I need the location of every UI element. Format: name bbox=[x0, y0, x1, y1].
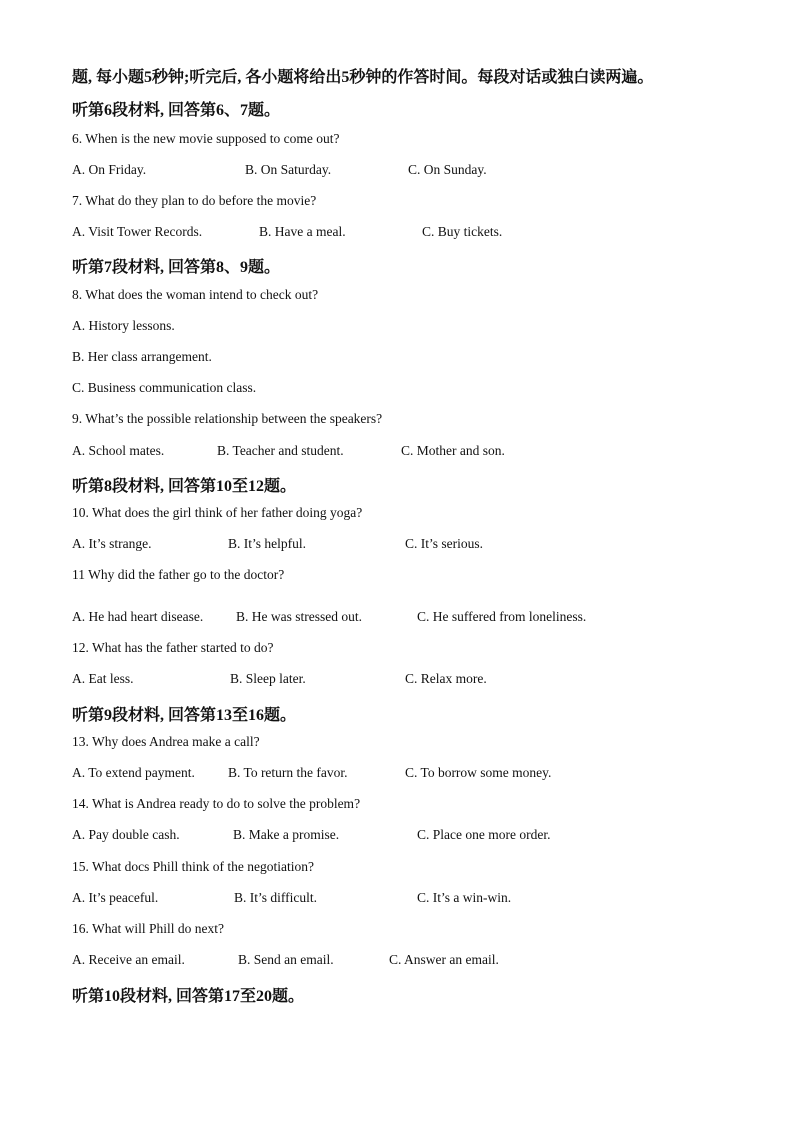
q11-option-a: A. He had heart disease. bbox=[72, 609, 204, 624]
question-12: 12. What has the father started to do? bbox=[72, 640, 274, 655]
q10-option-c: C. It’s serious. bbox=[405, 536, 484, 551]
q16-option-c: C. Answer an email. bbox=[389, 952, 499, 967]
question-6: 6. When is the new movie supposed to come out? bbox=[72, 131, 340, 146]
section-heading-8: 听第8段材料, 回答第10至12题。 bbox=[72, 478, 297, 495]
q13-option-b: B. To return the favor. bbox=[228, 765, 348, 780]
q8-option-b: B. Her class arrangement. bbox=[72, 349, 212, 364]
q6-option-a: A. On Friday. bbox=[72, 162, 147, 177]
q12-option-a: A. Eat less. bbox=[72, 671, 134, 686]
question-9: 9. What’s the possible relationship between the speakers? bbox=[72, 411, 383, 426]
q10-option-b: B. It’s helpful. bbox=[228, 536, 306, 551]
question-7: 7. What do they plan to do before the movie? bbox=[72, 193, 317, 208]
q6-option-c: C. On Sunday. bbox=[408, 162, 487, 177]
q11-option-b: B. He was stressed out. bbox=[236, 609, 362, 624]
q10-option-a: A. It’s strange. bbox=[72, 536, 152, 551]
question-16: 16. What will Phill do next? bbox=[72, 921, 224, 936]
q16-option-b: B. Send an email. bbox=[238, 952, 334, 967]
q13-option-c: C. To borrow some money. bbox=[405, 765, 552, 780]
q13-option-a: A. To extend payment. bbox=[72, 765, 195, 780]
q15-option-a: A. It’s peaceful. bbox=[72, 890, 159, 905]
q7-option-a: A. Visit Tower Records. bbox=[72, 224, 203, 239]
question-11: 11 Why did the father go to the doctor? bbox=[72, 567, 285, 582]
section-heading-6: 听第6段材料, 回答第6、7题。 bbox=[72, 102, 281, 119]
q12-option-c: C. Relax more. bbox=[405, 671, 487, 686]
q8-option-c: C. Business communication class. bbox=[72, 380, 257, 395]
question-13: 13. Why does Andrea make a call? bbox=[72, 734, 260, 749]
question-10: 10. What does the girl think of her father doing yoga? bbox=[72, 505, 363, 520]
q14-option-a: A. Pay double cash. bbox=[72, 827, 180, 842]
q9-option-c: C. Mother and son. bbox=[401, 443, 505, 458]
q14-option-b: B. Make a promise. bbox=[233, 827, 340, 842]
q14-option-c: C. Place one more order. bbox=[417, 827, 551, 842]
q7-option-b: B. Have a meal. bbox=[259, 224, 346, 239]
intro-line: 题, 每小题5秒钟;听完后, 各小题将给出5秒钟的作答时间。每段对话或独白读两遍。 bbox=[72, 69, 654, 86]
section-heading-10: 听第10段材料, 回答第17至20题。 bbox=[72, 988, 305, 1005]
q9-option-b: B. Teacher and student. bbox=[217, 443, 344, 458]
q12-option-b: B. Sleep later. bbox=[230, 671, 306, 686]
question-8: 8. What does the woman intend to check out? bbox=[72, 287, 319, 302]
q15-option-b: B. It’s difficult. bbox=[234, 890, 317, 905]
section-heading-9: 听第9段材料, 回答第13至16题。 bbox=[72, 707, 297, 724]
question-14: 14. What is Andrea ready to do to solve the problem? bbox=[72, 796, 361, 811]
q15-option-c: C. It’s a win-win. bbox=[417, 890, 512, 905]
section-heading-7: 听第7段材料, 回答第8、9题。 bbox=[72, 259, 281, 276]
q8-option-a: A. History lessons. bbox=[72, 318, 175, 333]
q16-option-a: A. Receive an email. bbox=[72, 952, 185, 967]
q11-option-c: C. He suffered from loneliness. bbox=[417, 609, 587, 624]
q7-option-c: C. Buy tickets. bbox=[422, 224, 503, 239]
q9-option-a: A. School mates. bbox=[72, 443, 165, 458]
q6-option-b: B. On Saturday. bbox=[245, 162, 332, 177]
question-15: 15. What docs Phill think of the negotiation? bbox=[72, 859, 314, 874]
